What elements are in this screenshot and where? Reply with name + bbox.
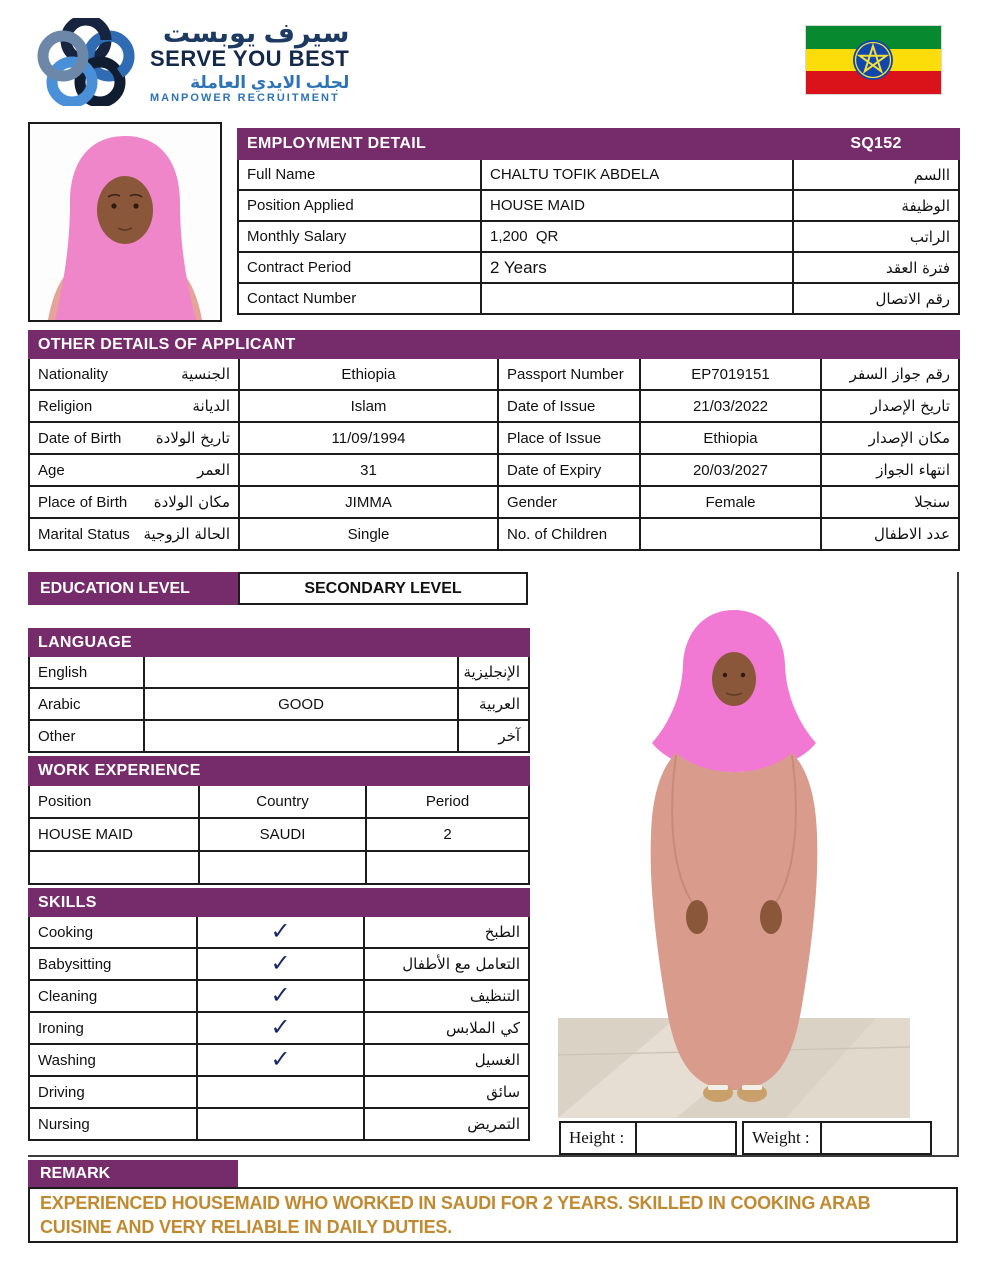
field-label: Nationality bbox=[38, 365, 109, 383]
skill-label-arabic: التمريض bbox=[364, 1108, 529, 1140]
skill-label-arabic: كي الملابس bbox=[364, 1012, 529, 1044]
table-row bbox=[29, 422, 959, 454]
right-border-line bbox=[957, 572, 959, 1157]
applicant-fullbody-photo bbox=[556, 585, 912, 1120]
language-table bbox=[28, 628, 530, 753]
table-row bbox=[29, 948, 529, 980]
field-value: 1,200 QR bbox=[481, 221, 793, 252]
height-value bbox=[636, 1122, 736, 1154]
skill-label: Cleaning bbox=[29, 980, 197, 1012]
field-label: Religion bbox=[38, 397, 93, 415]
table-row bbox=[238, 221, 959, 252]
agency-logo bbox=[36, 18, 349, 106]
field-label-arabic: فترة العقد bbox=[793, 252, 959, 283]
language-label: English bbox=[29, 656, 144, 688]
table-row bbox=[29, 454, 959, 486]
ethiopia-flag bbox=[805, 25, 942, 95]
field-label: Full Name bbox=[238, 159, 481, 190]
weight-box bbox=[742, 1121, 932, 1155]
table-row bbox=[238, 159, 959, 190]
skill-label-arabic: التعامل مع الأطفال bbox=[364, 948, 529, 980]
field-label: Contact Number bbox=[238, 283, 481, 314]
table-row bbox=[29, 486, 959, 518]
skill-label: Cooking bbox=[29, 916, 197, 948]
language-section-title: LANGUAGE bbox=[29, 629, 529, 656]
language-label-arabic: العربية bbox=[458, 688, 529, 720]
language-level: GOOD bbox=[144, 688, 458, 720]
check-icon: ✓ bbox=[197, 948, 364, 980]
skill-label: Babysitting bbox=[29, 948, 197, 980]
field-label-arabic: االسم bbox=[793, 159, 959, 190]
skill-label: Washing bbox=[29, 1044, 197, 1076]
other-details-section-title: OTHER DETAILS OF APPLICANT bbox=[29, 331, 959, 358]
field-label-arabic: مكان الإصدار bbox=[821, 422, 959, 454]
field-label-arabic: الجنسية bbox=[181, 365, 230, 383]
field-label: Place of Birth bbox=[38, 493, 128, 511]
experience-period: 2 bbox=[366, 818, 529, 851]
weight-value bbox=[821, 1122, 931, 1154]
knot-logo-icon bbox=[36, 18, 136, 106]
applicant-code: SQ152 bbox=[793, 129, 959, 159]
column-header: Period bbox=[366, 785, 529, 818]
table-row bbox=[29, 1076, 529, 1108]
check-icon: ✓ bbox=[197, 1044, 364, 1076]
field-label-arabic: الحالة الزوجية bbox=[143, 525, 230, 543]
column-header: Country bbox=[199, 785, 366, 818]
field-value: Islam bbox=[239, 390, 498, 422]
language-label-arabic: الإنجليزية bbox=[458, 656, 529, 688]
field-label-arabic: رقم جواز السفر bbox=[821, 358, 959, 390]
work-experience-section-title: WORK EXPERIENCE bbox=[29, 757, 529, 785]
table-row bbox=[29, 358, 959, 390]
section-divider-line bbox=[28, 1155, 959, 1157]
skill-label: Nursing bbox=[29, 1108, 197, 1140]
field-label: Monthly Salary bbox=[238, 221, 481, 252]
experience-period bbox=[366, 851, 529, 884]
field-label-arabic: مكان الولادة bbox=[153, 493, 230, 511]
applicant-portrait-photo bbox=[28, 122, 222, 322]
height-label: Height : bbox=[560, 1122, 636, 1154]
language-label: Other bbox=[29, 720, 144, 752]
education-section-title: EDUCATION LEVEL bbox=[28, 572, 238, 605]
logo-arabic-title: سيرف يوبست bbox=[162, 18, 350, 49]
field-value: Female bbox=[640, 486, 821, 518]
table-row bbox=[29, 390, 959, 422]
field-value: Single bbox=[239, 518, 498, 550]
remark-text: EXPERIENCED HOUSEMAID WHO WORKED IN SAUDI FOR 2 YEARS. SKILLED IN COOKING ARAB CUISINE AND VERY RELIABLE IN DAILY DUTIES. bbox=[40, 1192, 871, 1237]
field-label-arabic: الراتب bbox=[793, 221, 959, 252]
language-label-arabic: آخر bbox=[458, 720, 529, 752]
experience-position: HOUSE MAID bbox=[29, 818, 199, 851]
field-label-arabic: سنجلا bbox=[821, 486, 959, 518]
table-row bbox=[29, 818, 529, 851]
table-row bbox=[29, 688, 529, 720]
table-row bbox=[29, 980, 529, 1012]
skill-label: Ironing bbox=[29, 1012, 197, 1044]
table-row bbox=[29, 916, 529, 948]
table-row bbox=[29, 851, 529, 884]
employment-section-title: EMPLOYMENT DETAIL bbox=[238, 129, 793, 159]
table-row bbox=[29, 1044, 529, 1076]
remark-box bbox=[28, 1187, 958, 1243]
field-label-arabic: الوظيفة bbox=[793, 190, 959, 221]
experience-country bbox=[199, 851, 366, 884]
table-row bbox=[238, 252, 959, 283]
skill-label: Driving bbox=[29, 1076, 197, 1108]
education-level-value: SECONDARY LEVEL bbox=[238, 572, 528, 605]
field-value: 31 bbox=[239, 454, 498, 486]
table-row bbox=[29, 518, 959, 550]
table-row bbox=[238, 190, 959, 221]
field-value: JIMMA bbox=[239, 486, 498, 518]
field-label: Position Applied bbox=[238, 190, 481, 221]
language-label: Arabic bbox=[29, 688, 144, 720]
remark-section-title: REMARK bbox=[28, 1160, 238, 1187]
field-label: Date of Expiry bbox=[498, 454, 640, 486]
table-row bbox=[29, 720, 529, 752]
field-label: Date of Issue bbox=[498, 390, 640, 422]
field-label: Date of Birth bbox=[38, 429, 122, 447]
experience-country: SAUDI bbox=[199, 818, 366, 851]
field-label: Marital Status bbox=[38, 525, 130, 543]
field-label-arabic: رقم الاتصال bbox=[793, 283, 959, 314]
skill-label-arabic: التنظيف bbox=[364, 980, 529, 1012]
experience-position bbox=[29, 851, 199, 884]
field-label-arabic: الديانة bbox=[192, 397, 230, 415]
field-label: Gender bbox=[498, 486, 640, 518]
language-level bbox=[144, 720, 458, 752]
skills-table bbox=[28, 888, 530, 1141]
field-label-arabic: تاريخ الإصدار bbox=[821, 390, 959, 422]
column-header: Position bbox=[29, 785, 199, 818]
field-label-arabic: العمر bbox=[197, 461, 230, 479]
field-value: 20/03/2027 bbox=[640, 454, 821, 486]
field-value: HOUSE MAID bbox=[481, 190, 793, 221]
height-box bbox=[559, 1121, 737, 1155]
field-label: No. of Children bbox=[498, 518, 640, 550]
table-header-row bbox=[29, 785, 529, 818]
field-value: Ethiopia bbox=[239, 358, 498, 390]
weight-label: Weight : bbox=[743, 1122, 821, 1154]
skill-label-arabic: الطبخ bbox=[364, 916, 529, 948]
field-label: Contract Period bbox=[238, 252, 481, 283]
check-icon: ✓ bbox=[197, 980, 364, 1012]
field-value bbox=[640, 518, 821, 550]
field-value bbox=[481, 283, 793, 314]
field-value: EP7019151 bbox=[640, 358, 821, 390]
table-row bbox=[29, 656, 529, 688]
field-label: Place of Issue bbox=[498, 422, 640, 454]
logo-arabic-subtitle: لجلب الايدي العاملة bbox=[190, 72, 350, 92]
table-row bbox=[29, 1012, 529, 1044]
check-icon bbox=[197, 1108, 364, 1140]
field-label: Age bbox=[38, 461, 65, 479]
skill-label-arabic: سائق bbox=[364, 1076, 529, 1108]
field-label-arabic: انتهاء الجواز bbox=[821, 454, 959, 486]
field-label-arabic: تاريخ الولادة bbox=[155, 429, 230, 447]
field-value: 11/09/1994 bbox=[239, 422, 498, 454]
language-level bbox=[144, 656, 458, 688]
check-icon bbox=[197, 1076, 364, 1108]
field-label-arabic: عدد الاطفال bbox=[821, 518, 959, 550]
field-value: 2 Years bbox=[481, 252, 793, 283]
field-value: CHALTU TOFIK ABDELA bbox=[481, 159, 793, 190]
field-label: Passport Number bbox=[498, 358, 640, 390]
skills-section-title: SKILLS bbox=[29, 889, 529, 916]
table-row bbox=[29, 1108, 529, 1140]
table-row bbox=[238, 283, 959, 314]
employment-detail-table bbox=[237, 128, 960, 315]
work-experience-table bbox=[28, 756, 530, 885]
skill-label-arabic: الغسيل bbox=[364, 1044, 529, 1076]
field-value: Ethiopia bbox=[640, 422, 821, 454]
field-value: 21/03/2022 bbox=[640, 390, 821, 422]
logo-subtitle: MANPOWER RECRUITMENT bbox=[150, 92, 340, 105]
check-icon: ✓ bbox=[197, 1012, 364, 1044]
other-details-table bbox=[28, 330, 960, 551]
logo-title: SERVE YOU BEST bbox=[150, 46, 350, 72]
check-icon: ✓ bbox=[197, 916, 364, 948]
